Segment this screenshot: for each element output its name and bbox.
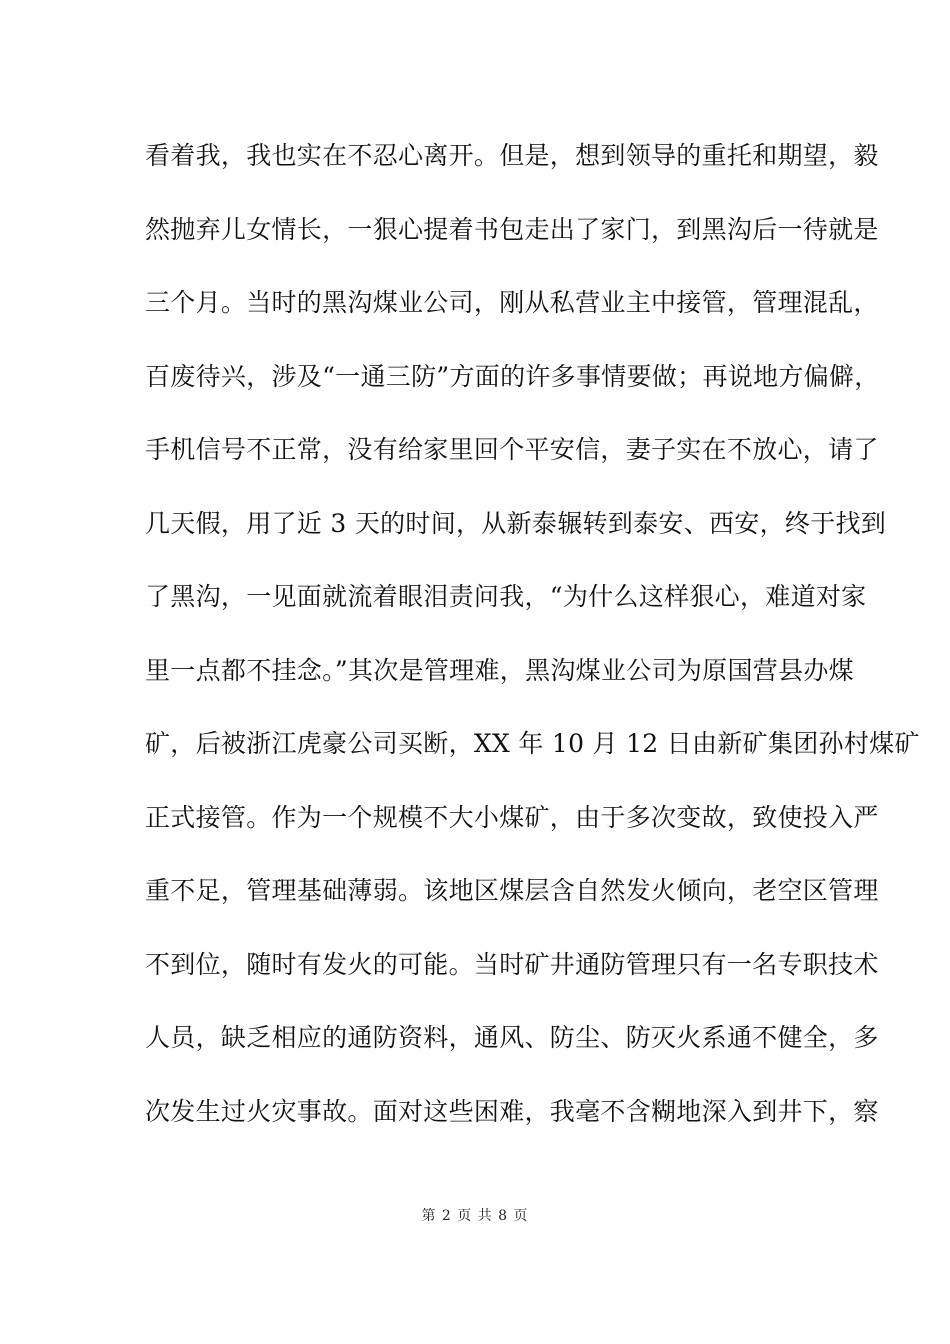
text-line: 重不足，管理基础薄弱。该地区煤层含自然发火倾向，老空区管理 xyxy=(145,876,879,905)
text-line: 不到位，随时有发火的可能。当时矿井通防管理只有一名专职技术 xyxy=(145,949,879,979)
text-line: 次发生过火灾事故。面对这些困难，我毫不含糊地深入到井下，察 xyxy=(145,1096,879,1126)
text-line: 里一点都不挂念。”其次是管理难，黑沟煤业公司为原国营县办煤 xyxy=(145,655,854,685)
text-line: 人员，缺乏相应的通防资料，通风、防尘、防灭火系通不健全，多 xyxy=(145,1023,879,1052)
text-line: 矿，后被浙江虎豪公司买断，XX 年 10 月 12 日由新矿集团孙村煤矿 xyxy=(145,729,920,758)
text-line: 然抛弃儿女情长，一狠心提着书包走出了家门，到黑沟后一待就是 xyxy=(145,214,879,244)
text-line: 百废待兴，涉及“一通三防”方面的许多事情要做；再说地方偏僻， xyxy=(145,361,880,391)
body-text xyxy=(145,134,920,1163)
text-line: 正式接管。作为一个规模不大小煤矿，由于多次变故，致使投入严 xyxy=(145,802,879,832)
page-footer: 第 2 页 共 8 页 xyxy=(421,1208,529,1224)
text-line: 手机信号不正常，没有给家里回个平安信，妻子实在不放心，请了 xyxy=(145,435,879,464)
text-line: 看着我，我也实在不忍心离开。但是，想到领导的重托和期望，毅 xyxy=(145,141,879,170)
text-line: 了黑沟，一见面就流着眼泪责问我，“为什么这样狠心，难道对家 xyxy=(145,582,867,611)
text-line: 几天假，用了近 3 天的时间，从新泰辗转到泰安、西安，终于找到 xyxy=(145,508,887,538)
text-line: 三个月。当时的黑沟煤业公司，刚从私营业主中接管，管理混乱， xyxy=(145,288,879,317)
